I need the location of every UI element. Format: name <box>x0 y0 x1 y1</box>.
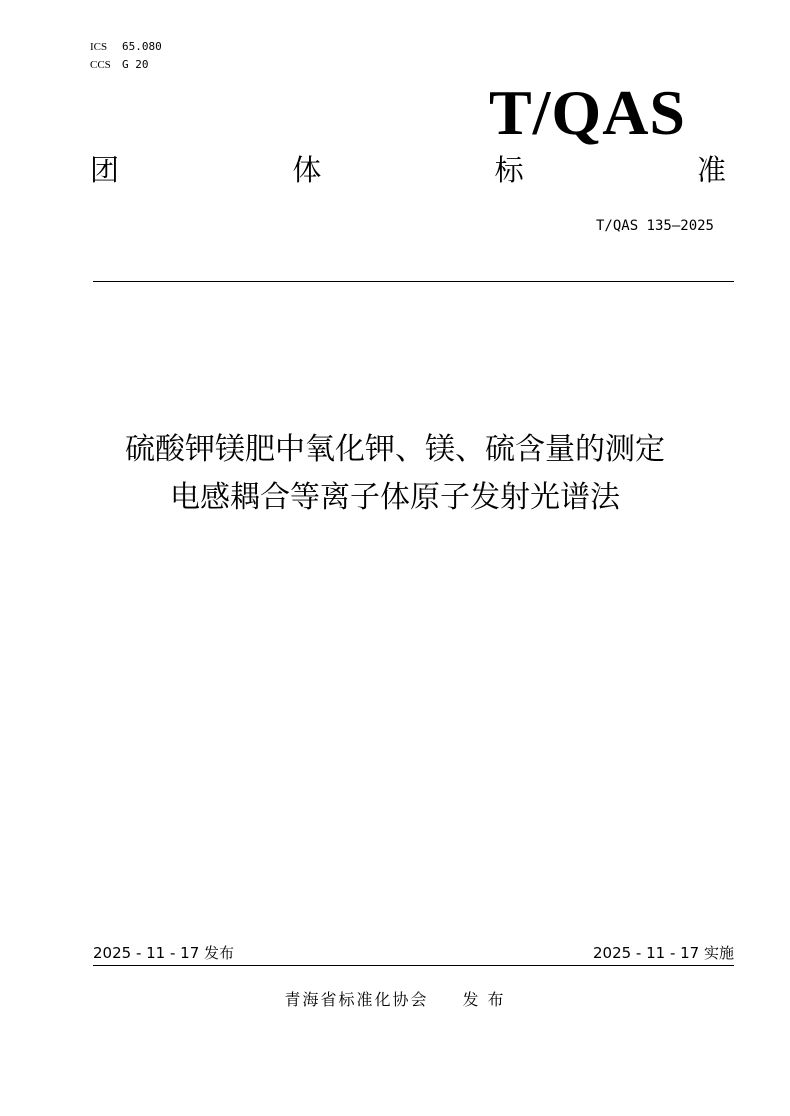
title-line-2: 电感耦合等离子体原子发射光谱法 <box>170 480 620 515</box>
standard-number: T/QAS 135—2025 <box>595 218 714 234</box>
classification-codes <box>90 38 162 74</box>
publish-date: 2025 - 11 - 17 发布 <box>93 944 235 962</box>
ics-value: 65.080 <box>122 40 162 53</box>
ccs-code <box>90 56 162 74</box>
standard-type-char: 团 <box>90 153 120 187</box>
bottom-divider <box>93 965 734 966</box>
ccs-label: CCS <box>90 59 111 71</box>
standard-logo: T/QAS <box>488 77 686 148</box>
standard-type-char: 标 <box>494 153 524 187</box>
document-title <box>40 426 750 522</box>
issuer-line <box>0 988 790 1012</box>
issuer-name: 青海省标准化协会 <box>284 990 429 1009</box>
issuer-action: 发 布 <box>462 990 506 1009</box>
top-divider <box>93 281 734 282</box>
title-line-1: 硫酸钾镁肥中氧化钾、镁、硫含量的测定 <box>125 432 665 467</box>
standard-type-char: 准 <box>696 153 726 187</box>
standard-type <box>90 150 726 190</box>
standard-type-char: 体 <box>292 153 322 187</box>
implement-date: 2025 - 11 - 17 实施 <box>592 944 734 962</box>
ics-code <box>90 38 162 56</box>
ccs-value: G 20 <box>122 58 149 71</box>
ics-label: ICS <box>90 41 108 53</box>
